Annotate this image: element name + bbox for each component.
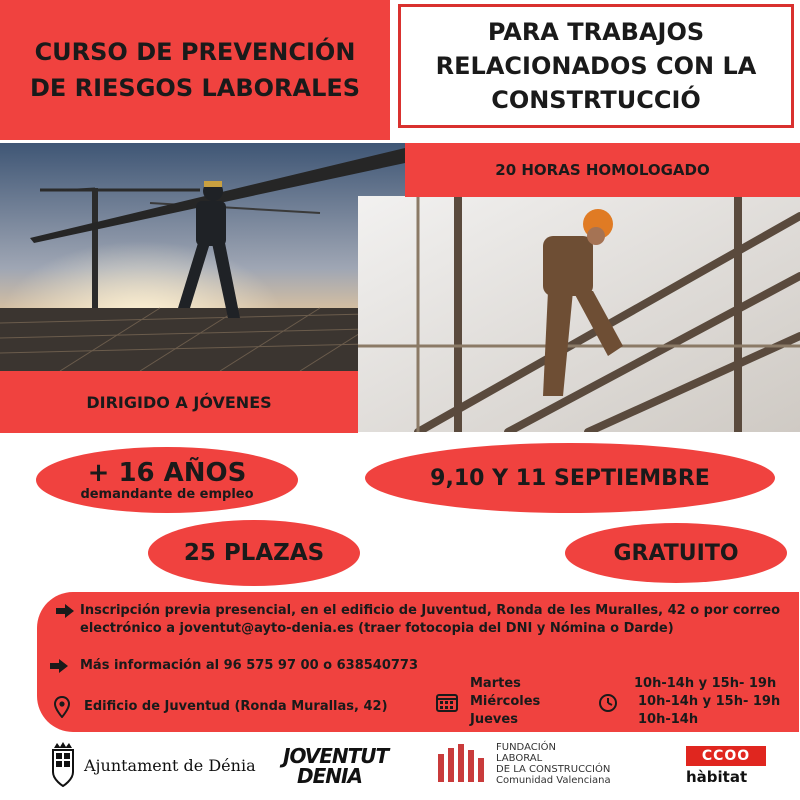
- schedule-day: Miércoles: [470, 694, 541, 709]
- habitat-logo-text: hàbitat: [686, 768, 748, 786]
- fundacion-line4: Comunidad Valenciana: [496, 775, 611, 786]
- arrow-right-icon: [50, 659, 68, 673]
- joventut-logo: [283, 746, 388, 786]
- free-label: GRATUITO: [613, 540, 739, 566]
- joventut-logo-line1: JOVENTUT: [283, 744, 389, 768]
- age-requirement-pill: [36, 447, 298, 513]
- scaffold-worker-photo: [358, 196, 800, 432]
- schedule-hours-item: 10h-14h: [638, 712, 699, 727]
- subtitle-line2: RELACIONADOS CON LA: [435, 52, 757, 80]
- hours-label: 20 HORAS HOMOLOGADO: [495, 161, 710, 179]
- audience-label: DIRIGIDO A JÓVENES: [86, 392, 272, 412]
- arrow-right-icon: [56, 604, 74, 618]
- course-subtitle: [398, 4, 794, 128]
- free-pill: [565, 523, 787, 583]
- schedule-day: Jueves: [470, 712, 518, 727]
- fundacion-line3: DE LA CONSTRUCCIÓN: [496, 764, 611, 775]
- course-title-line2: DE RIESGOS LABORALES: [29, 74, 361, 102]
- more-info-text: Más información al 96 575 97 00 o 638540773: [80, 658, 419, 673]
- location-text: Edificio de Juventud (Ronda Murallas, 42): [84, 699, 388, 714]
- registration-line1: Inscripción previa presencial, en el edificio de Juventud, Ronda de les Muralles, 42 o por correo: [80, 603, 781, 618]
- age-sub-label: demandante de empleo: [80, 486, 254, 502]
- fundacion-line2: LABORAL: [496, 753, 543, 764]
- subtitle-line3: CONSTRTUCCIÓ: [491, 86, 701, 114]
- joventut-logo-line2: DENIA: [297, 764, 362, 788]
- dates-label: 9,10 Y 11 SEPTIEMBRE: [430, 465, 710, 491]
- clock-icon: [598, 693, 618, 713]
- worker-sunset-photo: [0, 143, 405, 371]
- registration-text: [80, 602, 790, 638]
- fundacion-logo-text: [496, 742, 611, 786]
- schedule-hours: [634, 675, 780, 729]
- ajuntament-coat-of-arms: [48, 742, 78, 788]
- places-label: 25 PLAZAS: [183, 540, 325, 566]
- course-title-line1: CURSO DE PREVENCIÓN: [34, 38, 356, 66]
- subtitle-line1: PARA TRABAJOS: [487, 18, 705, 46]
- schedule-days: [470, 675, 540, 729]
- age-label: + 16 AÑOS: [87, 457, 247, 488]
- dates-pill: [365, 443, 775, 513]
- fundacion-logo-mark: [438, 744, 486, 784]
- audience-banner: [0, 371, 358, 433]
- registration-line2: electrónico a joventut@ayto-denia.es (traer fotocopia del DNI y Nómina o Darde): [80, 621, 674, 636]
- schedule-day: Martes: [470, 676, 521, 691]
- course-title: [0, 0, 390, 140]
- schedule-hours-item: 10h-14h y 15h- 19h: [634, 676, 777, 691]
- hours-banner: [405, 143, 800, 197]
- fundacion-line1: FUNDACIÓN: [496, 742, 557, 753]
- schedule-hours-item: 10h-14h y 15h- 19h: [638, 694, 781, 709]
- places-pill: [148, 520, 360, 586]
- location-pin-icon: [54, 696, 70, 718]
- ajuntament-logo-text: Ajuntament de Dénia: [84, 756, 256, 775]
- ccoo-logo: CCOO: [686, 746, 766, 766]
- calendar-icon: [436, 692, 458, 712]
